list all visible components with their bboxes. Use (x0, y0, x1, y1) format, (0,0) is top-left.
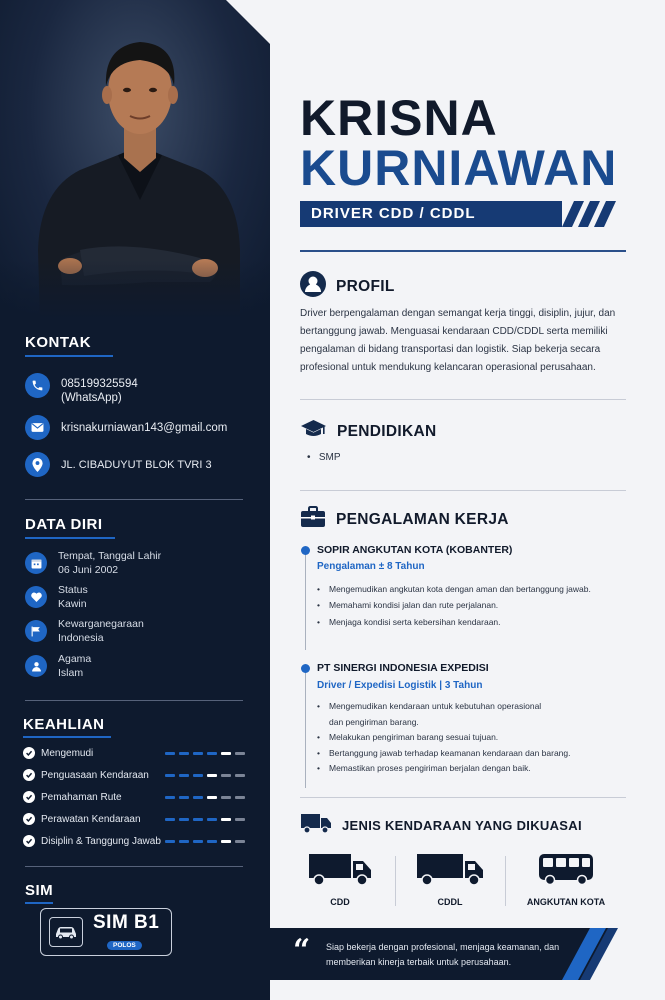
keahlian-title: KEAHLIAN (23, 716, 105, 733)
skill-label: Penguasaan Kendaraan (41, 769, 149, 781)
data-diri-status: Status Kawin (25, 584, 88, 611)
location-icon (25, 452, 50, 477)
skill-level-segment (179, 840, 189, 843)
check-icon (23, 791, 35, 803)
graduation-cap-icon (300, 418, 327, 445)
job-sub: Driver / Expedisi Logistik | 3 Tahun (317, 680, 483, 691)
job-sub: Pengalaman ± 8 Tahun (317, 561, 425, 572)
skill-level-segment (235, 752, 245, 755)
name-last: KURNIAWAN (300, 140, 618, 196)
divider (300, 250, 626, 252)
phone-icon (25, 373, 50, 398)
job-entry (300, 662, 630, 792)
bus-icon (537, 852, 595, 886)
data-diri-birth: Tempat, Tanggal Lahir 06 Juni 2002 (25, 550, 161, 577)
skill-level-segment (165, 840, 175, 843)
skill-level-segment (235, 774, 245, 777)
skill-level-segment (165, 752, 175, 755)
truck-icon (307, 852, 373, 886)
skill-level-bar (165, 752, 245, 755)
skill-row (23, 834, 245, 848)
vehicle-label: ANGKUTAN KOTA (526, 897, 606, 907)
name-first: KRISNA (300, 90, 498, 146)
list-item: • Bertanggung jawab terhadap keamanan kendaraan dan barang. (317, 746, 571, 762)
vehicle-cdd (285, 852, 395, 907)
quote-icon: “ (293, 933, 311, 968)
skill-row (23, 790, 245, 804)
sim-badge: POLOS (107, 941, 142, 950)
job-points (317, 581, 591, 630)
skill-row (23, 812, 245, 826)
skill-level-segment (207, 840, 217, 843)
skill-level-bar (165, 818, 245, 821)
divider (25, 499, 243, 500)
skill-level-bar (165, 796, 245, 799)
divider (25, 700, 243, 701)
user-icon (300, 271, 326, 302)
data-diri-nationality: Kewarganegaraan Indonesia (25, 618, 144, 645)
kendaraan-header (300, 812, 582, 839)
check-icon (23, 769, 35, 781)
skill-label: Perawatan Kendaraan (41, 813, 141, 825)
skill-level-segment (207, 796, 217, 799)
skill-level-segment (193, 818, 203, 821)
skill-level-segment (207, 752, 217, 755)
vehicle-label: CDD (330, 897, 350, 907)
calendar-icon (25, 552, 47, 574)
skill-row (23, 768, 245, 782)
quote-text: Siap bekerja dengan profesional, menjaga keamanan, dan memberikan kinerja terbaik untuk perusahaan. (326, 942, 560, 967)
timeline-dot (301, 664, 310, 673)
skill-level-segment (193, 752, 203, 755)
contact-email[interactable] (25, 415, 227, 440)
job-title: SOPIR ANGKUTAN KOTA (KOBANTER) (317, 544, 513, 556)
role-title: DRIVER CDD / CDDL (300, 201, 562, 227)
profil-title: PROFIL (336, 277, 395, 295)
skill-label: Pemahaman Rute (41, 791, 122, 803)
phone-note: (WhatsApp) (61, 392, 122, 404)
divider (300, 797, 626, 798)
job-entry (300, 544, 630, 649)
list-item: • Melakukan pengiriman barang sesuai tujuan. (317, 730, 571, 746)
skill-level-segment (207, 774, 217, 777)
vehicle-angkot (511, 852, 621, 907)
skill-level-bar (165, 840, 245, 843)
mail-icon (25, 415, 50, 440)
skill-level-segment (221, 752, 231, 755)
skill-level-segment (235, 818, 245, 821)
skill-level-segment (179, 818, 189, 821)
skill-level-segment (165, 818, 175, 821)
skill-level-segment (193, 796, 203, 799)
skill-level-segment (221, 796, 231, 799)
data-diri-title: DATA DIRI (25, 516, 103, 533)
contact-address (25, 452, 212, 477)
vehicle-label: CDDL (437, 897, 463, 907)
profile-photo (0, 0, 270, 320)
car-icon (49, 917, 83, 947)
skill-level-segment (221, 818, 231, 821)
pengalaman-header (300, 506, 509, 533)
heart-icon (25, 586, 47, 608)
list-item: • Memahami kondisi jalan dan rute perjalanan. (317, 597, 591, 613)
email-address: krisnakurniawan143@gmail.com (61, 422, 228, 434)
skill-level-segment (179, 796, 189, 799)
skill-level-segment (207, 818, 217, 821)
pendidikan-title: PENDIDIKAN (337, 422, 437, 440)
education-item: • SMP (307, 452, 341, 463)
check-icon (23, 835, 35, 847)
list-item: • Memastikan proses pengiriman berjalan dengan baik. (317, 761, 571, 777)
divider (300, 399, 626, 400)
skill-label: Mengemudi (41, 747, 94, 759)
sim-card (40, 908, 172, 956)
profil-text: Driver berpengalaman dengan semangat kerja tinggi, disiplin, jujur, dan bertanggung jawab. Menguasai kendaraan CDD/CDDL serta memiliki pengalaman di bidang transportasi dan logistik. Siap bekerja secara profesional untuk mendukung kelancaran operasional perusahaan. (300, 308, 616, 373)
list-item: • Mengemudikan angkutan kota dengan aman dan bertanggung jawab. (317, 581, 591, 597)
skill-level-segment (179, 752, 189, 755)
list-item: • Mengemudikan kendaraan untuk kebutuhan operasional (317, 699, 571, 715)
skill-level-segment (221, 840, 231, 843)
flag-icon (25, 620, 47, 642)
skill-level-segment (235, 796, 245, 799)
profil-header (300, 271, 395, 302)
divider (300, 490, 626, 491)
skill-level-segment (221, 774, 231, 777)
skill-level-segment (165, 796, 175, 799)
skill-level-segment (179, 774, 189, 777)
sim-label: SIM B1 (93, 912, 160, 933)
sidebar (0, 0, 270, 1000)
address: JL. CIBADUYUT BLOK TVRI 3 (61, 459, 212, 471)
skill-level-bar (165, 774, 245, 777)
check-icon (23, 747, 35, 759)
timeline-dot (301, 546, 310, 555)
sim-title: SIM (25, 882, 54, 899)
check-icon (23, 813, 35, 825)
pendidikan-header (300, 418, 436, 445)
person-icon (25, 655, 47, 677)
decorative-stripes (560, 201, 628, 227)
skill-level-segment (165, 774, 175, 777)
job-points (317, 699, 571, 777)
truck-icon (300, 812, 332, 839)
truck-icon (415, 852, 485, 886)
skill-label: Disiplin & Tanggung Jawab (41, 835, 161, 847)
skill-level-segment (235, 840, 245, 843)
list-item: • Menjaga kondisi serta kebersihan kendaraan. (317, 614, 591, 630)
pengalaman-title: PENGALAMAN KERJA (336, 510, 509, 528)
skill-row (23, 746, 245, 760)
skill-level-segment (193, 840, 203, 843)
kendaraan-title: JENIS KENDARAAN YANG DIKUASAI (342, 818, 582, 833)
briefcase-icon (300, 506, 326, 533)
phone-number: 085199325594 (61, 378, 138, 390)
kontak-title: KONTAK (25, 334, 92, 351)
skill-level-segment (193, 774, 203, 777)
divider (25, 866, 243, 867)
data-diri-religion: Agama Islam (25, 653, 91, 680)
vehicle-cddl (395, 852, 505, 907)
list-item: dan pengiriman barang. (329, 716, 419, 727)
contact-phone[interactable] (25, 373, 138, 405)
job-title: PT SINERGI INDONESIA EXPEDISI (317, 662, 489, 674)
